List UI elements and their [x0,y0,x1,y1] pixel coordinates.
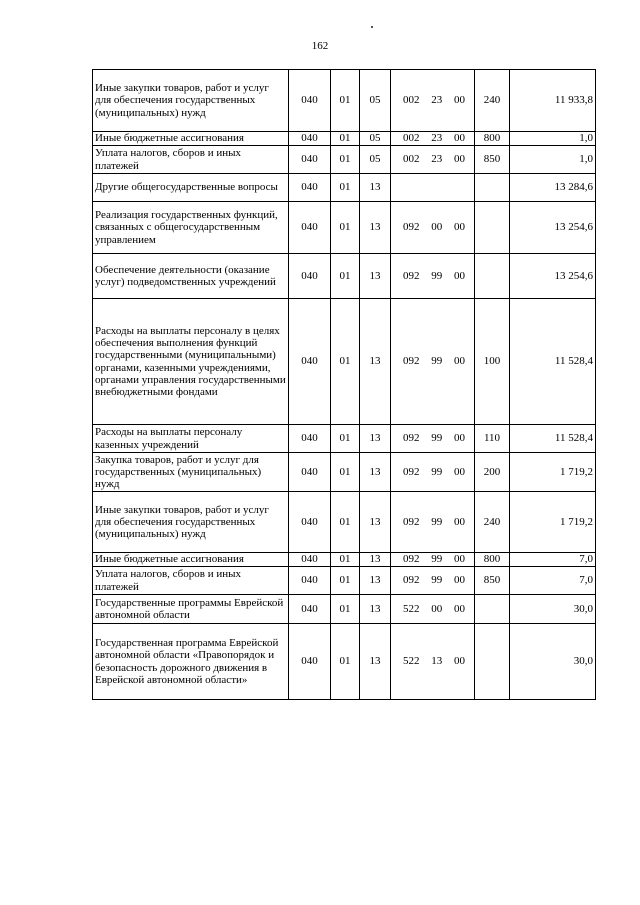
admin-code: 040 [289,174,331,202]
subsection-code: 05 [360,70,391,132]
amount: 1,0 [510,132,596,146]
expense-type-code: 240 [475,70,510,132]
target-article-part: 23 [431,94,443,106]
target-article-part: 002 [403,132,420,144]
section-code: 01 [331,567,360,595]
amount: 11 528,4 [510,425,596,453]
target-article-part: 00 [454,269,465,282]
target-article-part: 00 [454,153,465,165]
row-name: Государственная программа Еврейской автономной области «Правопорядок и безопасность дорожного движения в Еврейской автономной области» [93,624,289,700]
admin-code: 040 [289,70,331,132]
table-body [93,70,596,700]
target-article-part: 00 [454,655,465,667]
row-name: Иные закупки товаров, работ и услуг для обеспечения государственных (муниципальных) нужд [93,70,289,132]
table-row [93,453,596,492]
section-code: 01 [331,132,360,146]
scan-speck [371,26,373,28]
target-article-part: 092 [403,553,420,565]
subsection-code: 05 [360,132,391,146]
target-article-code [391,202,475,254]
target-article-parts [393,432,472,445]
section-code: 01 [331,492,360,553]
target-article-code [391,624,475,700]
subsection-code: 13 [360,553,391,567]
target-article-code [391,425,475,453]
row-name: Уплата налогов, сборов и иных платежей [93,567,289,595]
target-article-part: 99 [431,465,443,478]
subsection-code: 05 [360,146,391,174]
expense-type-code: 800 [475,132,510,146]
row-name: Обеспечение деятельности (оказание услуг) подведомственных учреждений [93,254,289,299]
target-article-part: 092 [403,515,420,528]
target-article-part: 092 [403,355,420,367]
admin-code: 040 [289,132,331,146]
table-row [93,174,596,202]
table-row [93,595,596,624]
target-article-code [391,492,475,553]
subsection-code: 13 [360,254,391,299]
target-article-part: 99 [431,553,443,565]
target-article-part: 002 [403,153,420,165]
expense-type-code [475,595,510,624]
target-article-parts [393,132,472,145]
table-row [93,202,596,254]
subsection-code: 13 [360,453,391,492]
budget-table [92,69,596,700]
target-article-part: 092 [403,221,420,233]
target-article-part: 99 [431,515,443,528]
table-row [93,70,596,132]
target-article-part: 00 [431,602,443,615]
subsection-code: 13 [360,425,391,453]
section-code: 01 [331,254,360,299]
target-article-part: 99 [431,269,443,282]
section-code: 01 [331,299,360,425]
target-article-part: 00 [454,355,465,367]
amount: 11 528,4 [510,299,596,425]
expense-type-code: 200 [475,453,510,492]
row-name: Другие общегосударственные вопросы [93,174,289,202]
section-code: 01 [331,202,360,254]
target-article-parts [393,553,472,566]
target-article-parts [393,94,472,107]
admin-code: 040 [289,553,331,567]
target-article-part: 00 [431,221,443,233]
target-article-code [391,132,475,146]
expense-type-code [475,202,510,254]
admin-code: 040 [289,492,331,553]
subsection-code: 13 [360,299,391,425]
expense-type-code: 240 [475,492,510,553]
admin-code: 040 [289,202,331,254]
row-name: Расходы на выплаты персоналу в целях обеспечения выполнения функций государственными (муниципальными) органами, казенными учреждениями, органами управления государственными внебюджетными фондами [93,299,289,425]
target-article-part: 522 [403,602,420,615]
row-name: Иные бюджетные ассигнования [93,553,289,567]
table-row [93,567,596,595]
table-row [93,146,596,174]
table-row [93,299,596,425]
table-row [93,254,596,299]
target-article-part: 522 [403,655,420,667]
target-article-part: 00 [454,221,465,233]
target-article-code [391,70,475,132]
target-article-part: 99 [431,432,443,444]
target-article-part: 23 [431,153,443,165]
target-article-code [391,595,475,624]
expense-type-code [475,624,510,700]
admin-code: 040 [289,595,331,624]
subsection-code: 13 [360,202,391,254]
target-article-parts [393,603,472,616]
expense-type-code: 110 [475,425,510,453]
section-code: 01 [331,595,360,624]
target-article-part: 00 [454,574,465,586]
target-article-part: 00 [454,432,465,444]
subsection-code: 13 [360,595,391,624]
section-code: 01 [331,453,360,492]
target-article-parts [393,270,472,283]
target-article-part: 99 [431,574,443,586]
target-article-part: 092 [403,432,420,444]
admin-code: 040 [289,146,331,174]
table-row [93,492,596,553]
amount: 11 933,8 [510,70,596,132]
row-name: Иные бюджетные ассигнования [93,132,289,146]
row-name: Реализация государственных функций, связанных с общегосударственным управлением [93,202,289,254]
target-article-part: 00 [454,94,465,106]
subsection-code: 13 [360,492,391,553]
amount: 30,0 [510,595,596,624]
subsection-code: 13 [360,174,391,202]
target-article-code [391,299,475,425]
amount: 13 254,6 [510,202,596,254]
section-code: 01 [331,174,360,202]
table-row [93,132,596,146]
target-article-part: 13 [431,655,443,667]
amount: 13 254,6 [510,254,596,299]
target-article-part: 00 [454,602,465,615]
target-article-part: 00 [454,465,465,478]
target-article-part: 23 [431,132,443,144]
table-row [93,624,596,700]
section-code: 01 [331,70,360,132]
target-article-parts [393,221,472,234]
section-code: 01 [331,624,360,700]
target-article-part: 00 [454,515,465,528]
amount: 30,0 [510,624,596,700]
target-article-parts [393,466,472,479]
expense-type-code: 800 [475,553,510,567]
admin-code: 040 [289,567,331,595]
target-article-part: 092 [403,269,420,282]
table-row [93,425,596,453]
target-article-parts [393,516,472,529]
target-article-parts [393,153,472,166]
admin-code: 040 [289,453,331,492]
page-number: 162 [311,40,329,52]
target-article-parts [393,355,472,368]
section-code: 01 [331,425,360,453]
expense-type-code: 100 [475,299,510,425]
subsection-code: 13 [360,624,391,700]
amount: 7,0 [510,567,596,595]
subsection-code: 13 [360,567,391,595]
target-article-code [391,174,475,202]
amount: 1 719,2 [510,492,596,553]
row-name: Расходы на выплаты персоналу казенных учреждений [93,425,289,453]
expense-type-code [475,254,510,299]
admin-code: 040 [289,624,331,700]
amount: 7,0 [510,553,596,567]
target-article-parts [393,574,472,587]
target-article-parts [393,655,472,668]
row-name: Иные закупки товаров, работ и услуг для обеспечения государственных (муниципальных) нужд [93,492,289,553]
row-name: Государственные программы Еврейской автономной области [93,595,289,624]
amount: 13 284,6 [510,174,596,202]
target-article-part: 99 [431,355,443,367]
expense-type-code [475,174,510,202]
row-name: Уплата налогов, сборов и иных платежей [93,146,289,174]
section-code: 01 [331,553,360,567]
target-article-part: 00 [454,132,465,144]
target-article-part: 092 [403,574,420,586]
target-article-code [391,146,475,174]
target-article-code [391,553,475,567]
expense-type-code: 850 [475,567,510,595]
target-article-part: 092 [403,465,420,478]
target-article-part: 002 [403,94,420,106]
target-article-code [391,453,475,492]
target-article-part: 00 [454,553,465,565]
target-article-code [391,567,475,595]
admin-code: 040 [289,254,331,299]
row-name: Закупка товаров, работ и услуг для государственных (муниципальных) нужд [93,453,289,492]
expense-type-code: 850 [475,146,510,174]
admin-code: 040 [289,425,331,453]
target-article-code [391,254,475,299]
amount: 1,0 [510,146,596,174]
section-code: 01 [331,146,360,174]
admin-code: 040 [289,299,331,425]
table-row [93,553,596,567]
amount: 1 719,2 [510,453,596,492]
